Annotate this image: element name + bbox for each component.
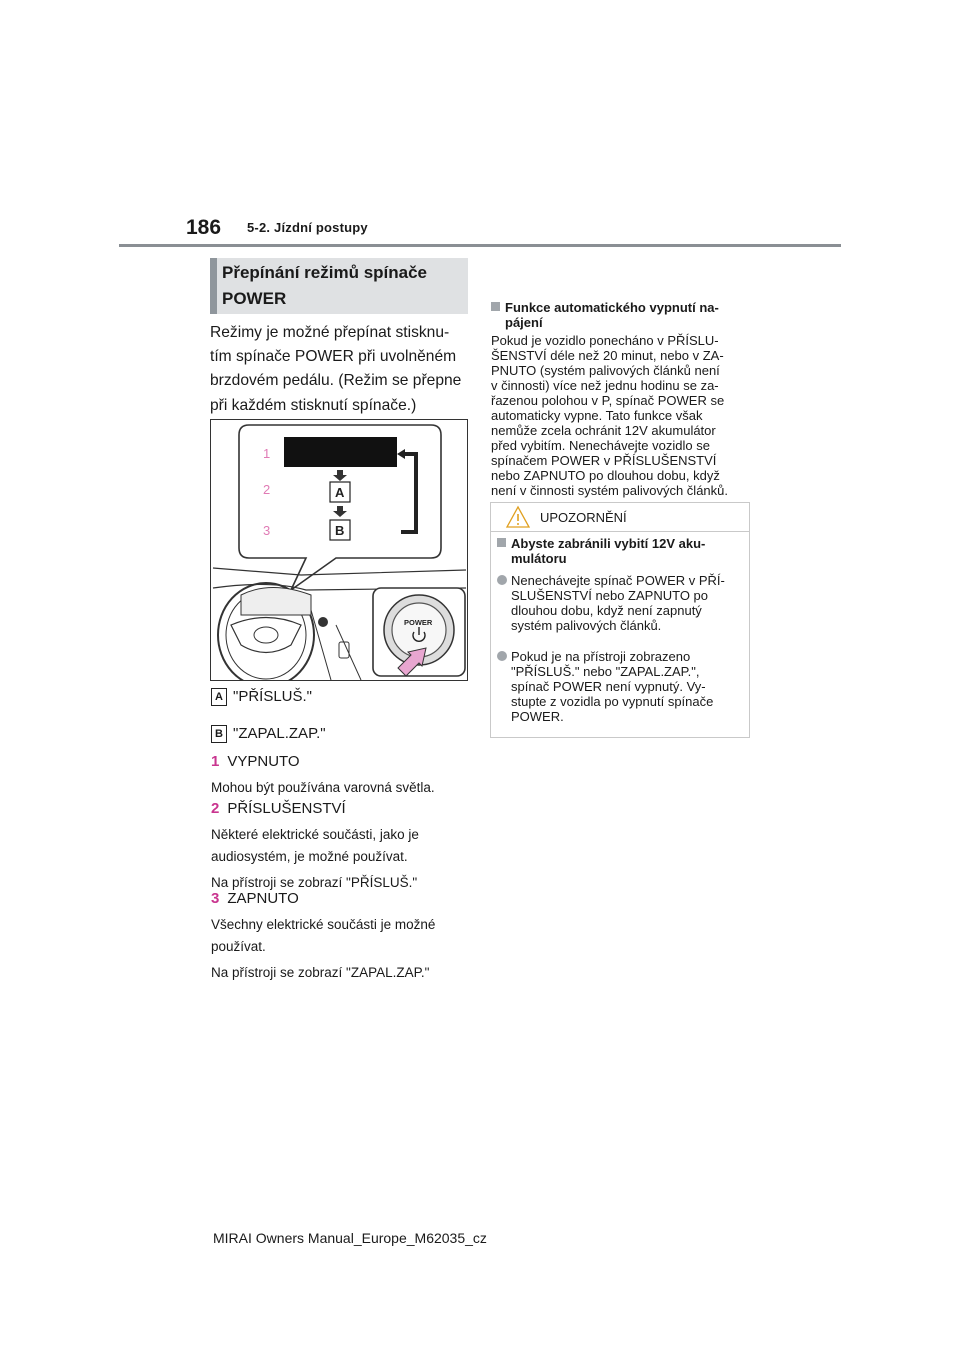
- mode-number: 1: [211, 753, 220, 770]
- label-a: [211, 688, 312, 706]
- caution-item-line: dlouhou dobu, když není zapnutý: [511, 603, 702, 618]
- square-bullet-icon: [497, 538, 506, 547]
- mode-desc-line: Mohou být používána varovná světla.: [211, 780, 435, 795]
- display-bar: [284, 437, 397, 467]
- mode-title: [211, 800, 346, 817]
- tag-a: A: [211, 688, 227, 706]
- caution-item-line: Nenechávejte spínač POWER v PŘÍ-: [511, 573, 725, 588]
- caution-item: [497, 573, 737, 633]
- mode-description: [211, 777, 473, 799]
- power-button-label: POWER: [404, 618, 433, 627]
- steering-hub: [231, 618, 301, 653]
- mode-number: 2: [211, 800, 220, 817]
- caution-item-line: SLUŠENSTVÍ nebo ZAPNUTO po: [511, 588, 709, 603]
- step-number-3: 3: [263, 523, 271, 538]
- label-b-text: "ZAPAL.ZAP.": [233, 725, 326, 742]
- caution-label: UPOZORNĚNÍ: [540, 510, 627, 525]
- mode-title: [211, 753, 300, 770]
- caution-subtitle-line: mulátoru: [511, 551, 567, 566]
- mode-desc-line: audiosystém, je možné používat.: [211, 849, 408, 864]
- mode-title-text: VYPNUTO: [227, 753, 300, 770]
- caution-item-line: POWER.: [511, 709, 564, 724]
- square-bullet-icon: [491, 302, 500, 311]
- mode-desc-line: Některé elektrické součásti, jako je: [211, 827, 419, 842]
- auto-off-line: PNUTO (systém palivových článků není: [491, 363, 720, 378]
- label-b: [211, 725, 326, 743]
- label-a-text: "PŘÍSLUŠ.": [233, 688, 313, 705]
- intro-line: Režimy je možné přepínat stisknu-: [210, 324, 450, 341]
- intro-line: tím spínače POWER při uvolněném: [210, 348, 457, 366]
- auto-off-line: Pokud je vozidlo ponecháno v PŘÍSLU-: [491, 333, 719, 348]
- section-title: 5-2. Jízdní postupy: [247, 220, 368, 235]
- footer-text: MIRAI Owners Manual_Europe_M62035_cz: [213, 1230, 487, 1246]
- power-switch-illustration: [211, 420, 467, 680]
- auto-off-line: řazenou polohou v P, spínač POWER se: [491, 393, 725, 408]
- auto-off-title-line: Funkce automatického vypnutí na-: [505, 300, 719, 315]
- step-number-2: 2: [263, 482, 271, 497]
- caution-subtitle: [497, 536, 737, 566]
- warning-triangle-icon: [505, 505, 531, 529]
- mode-desc-line: Všechny elektrické součásti je možné: [211, 917, 436, 932]
- mode-description: [211, 824, 473, 894]
- auto-off-line: není v činnosti systém palivových článků.: [491, 483, 728, 498]
- dashboard-line: [213, 568, 466, 575]
- mode-title: [211, 890, 299, 907]
- mode-title-text: PŘÍSLUŠENSTVÍ: [227, 800, 346, 817]
- mode-tag-a-label: A: [335, 485, 345, 500]
- auto-off-line: v činnosti) více než jednu hodinu se za-: [491, 378, 719, 393]
- tag-b: B: [211, 725, 227, 743]
- auto-off-body: [491, 333, 756, 498]
- steering-emblem: [254, 627, 278, 643]
- auto-off-title: [491, 300, 753, 330]
- mode-title-text: ZAPNUTO: [227, 890, 299, 907]
- auto-off-line: automaticky vypne. Tato funkce však: [491, 408, 703, 423]
- auto-off-line: nemůže zcela ochránit 12V akumulátor: [491, 423, 716, 438]
- mode-tag-b-label: B: [335, 523, 345, 538]
- caution-item: [497, 649, 737, 724]
- caution-item-line: "PŘÍSLUŠ." nebo "ZAPAL.ZAP.",: [511, 664, 700, 679]
- power-switch-figure: [210, 419, 468, 681]
- intro-line: při každém stisknutí spínače.): [210, 396, 417, 414]
- caution-item-line: Pokud je na přístroji zobrazeno: [511, 649, 691, 664]
- heading-line-1: Přepínání režimů spínače: [222, 263, 428, 282]
- mode-desc-line: používat.: [211, 939, 266, 954]
- heading-title: [222, 260, 462, 312]
- auto-off-line: nebo ZAPNUTO po dlouhou dobu, když: [491, 468, 720, 483]
- mode-desc-line: Na přístroji se zobrazí "PŘÍSLUŠ.": [211, 875, 418, 890]
- auto-off-line: ŠENSTVÍ déle než 20 minut, nebo v ZA-: [491, 348, 724, 363]
- caution-item-line: stupte z vozidla po vypnutí spínače: [511, 694, 714, 709]
- mode-number: 3: [211, 890, 220, 907]
- auto-off-title-line: pájení: [505, 315, 543, 330]
- caution-item-line: systém palivových článků.: [511, 618, 662, 633]
- dot-bullet-icon: [497, 651, 507, 661]
- intro-paragraph: [210, 321, 472, 418]
- page-number: 186: [186, 216, 222, 239]
- step-number-1: 1: [263, 446, 271, 461]
- small-switch-icon: [318, 617, 328, 627]
- caution-subtitle-line: Abyste zabránili vybití 12V aku-: [511, 536, 706, 551]
- mode-desc-line: Na přístroji se zobrazí "ZAPAL.ZAP.": [211, 965, 430, 980]
- header-rule: [119, 244, 841, 247]
- auto-off-line: před vybitím. Nenechávejte vozidlo se: [491, 438, 710, 453]
- heading-line-2: POWER: [222, 289, 287, 308]
- auto-off-line: spínačem POWER v PŘÍSLUŠENSTVÍ: [491, 453, 717, 468]
- intro-line: brzdovém pedálu. (Režim se přepne: [210, 372, 462, 390]
- dot-bullet-icon: [497, 575, 507, 585]
- mode-description: [211, 914, 473, 984]
- caution-item-line: spínač POWER není vypnutý. Vy-: [511, 679, 706, 694]
- instrument-cluster: [241, 588, 311, 616]
